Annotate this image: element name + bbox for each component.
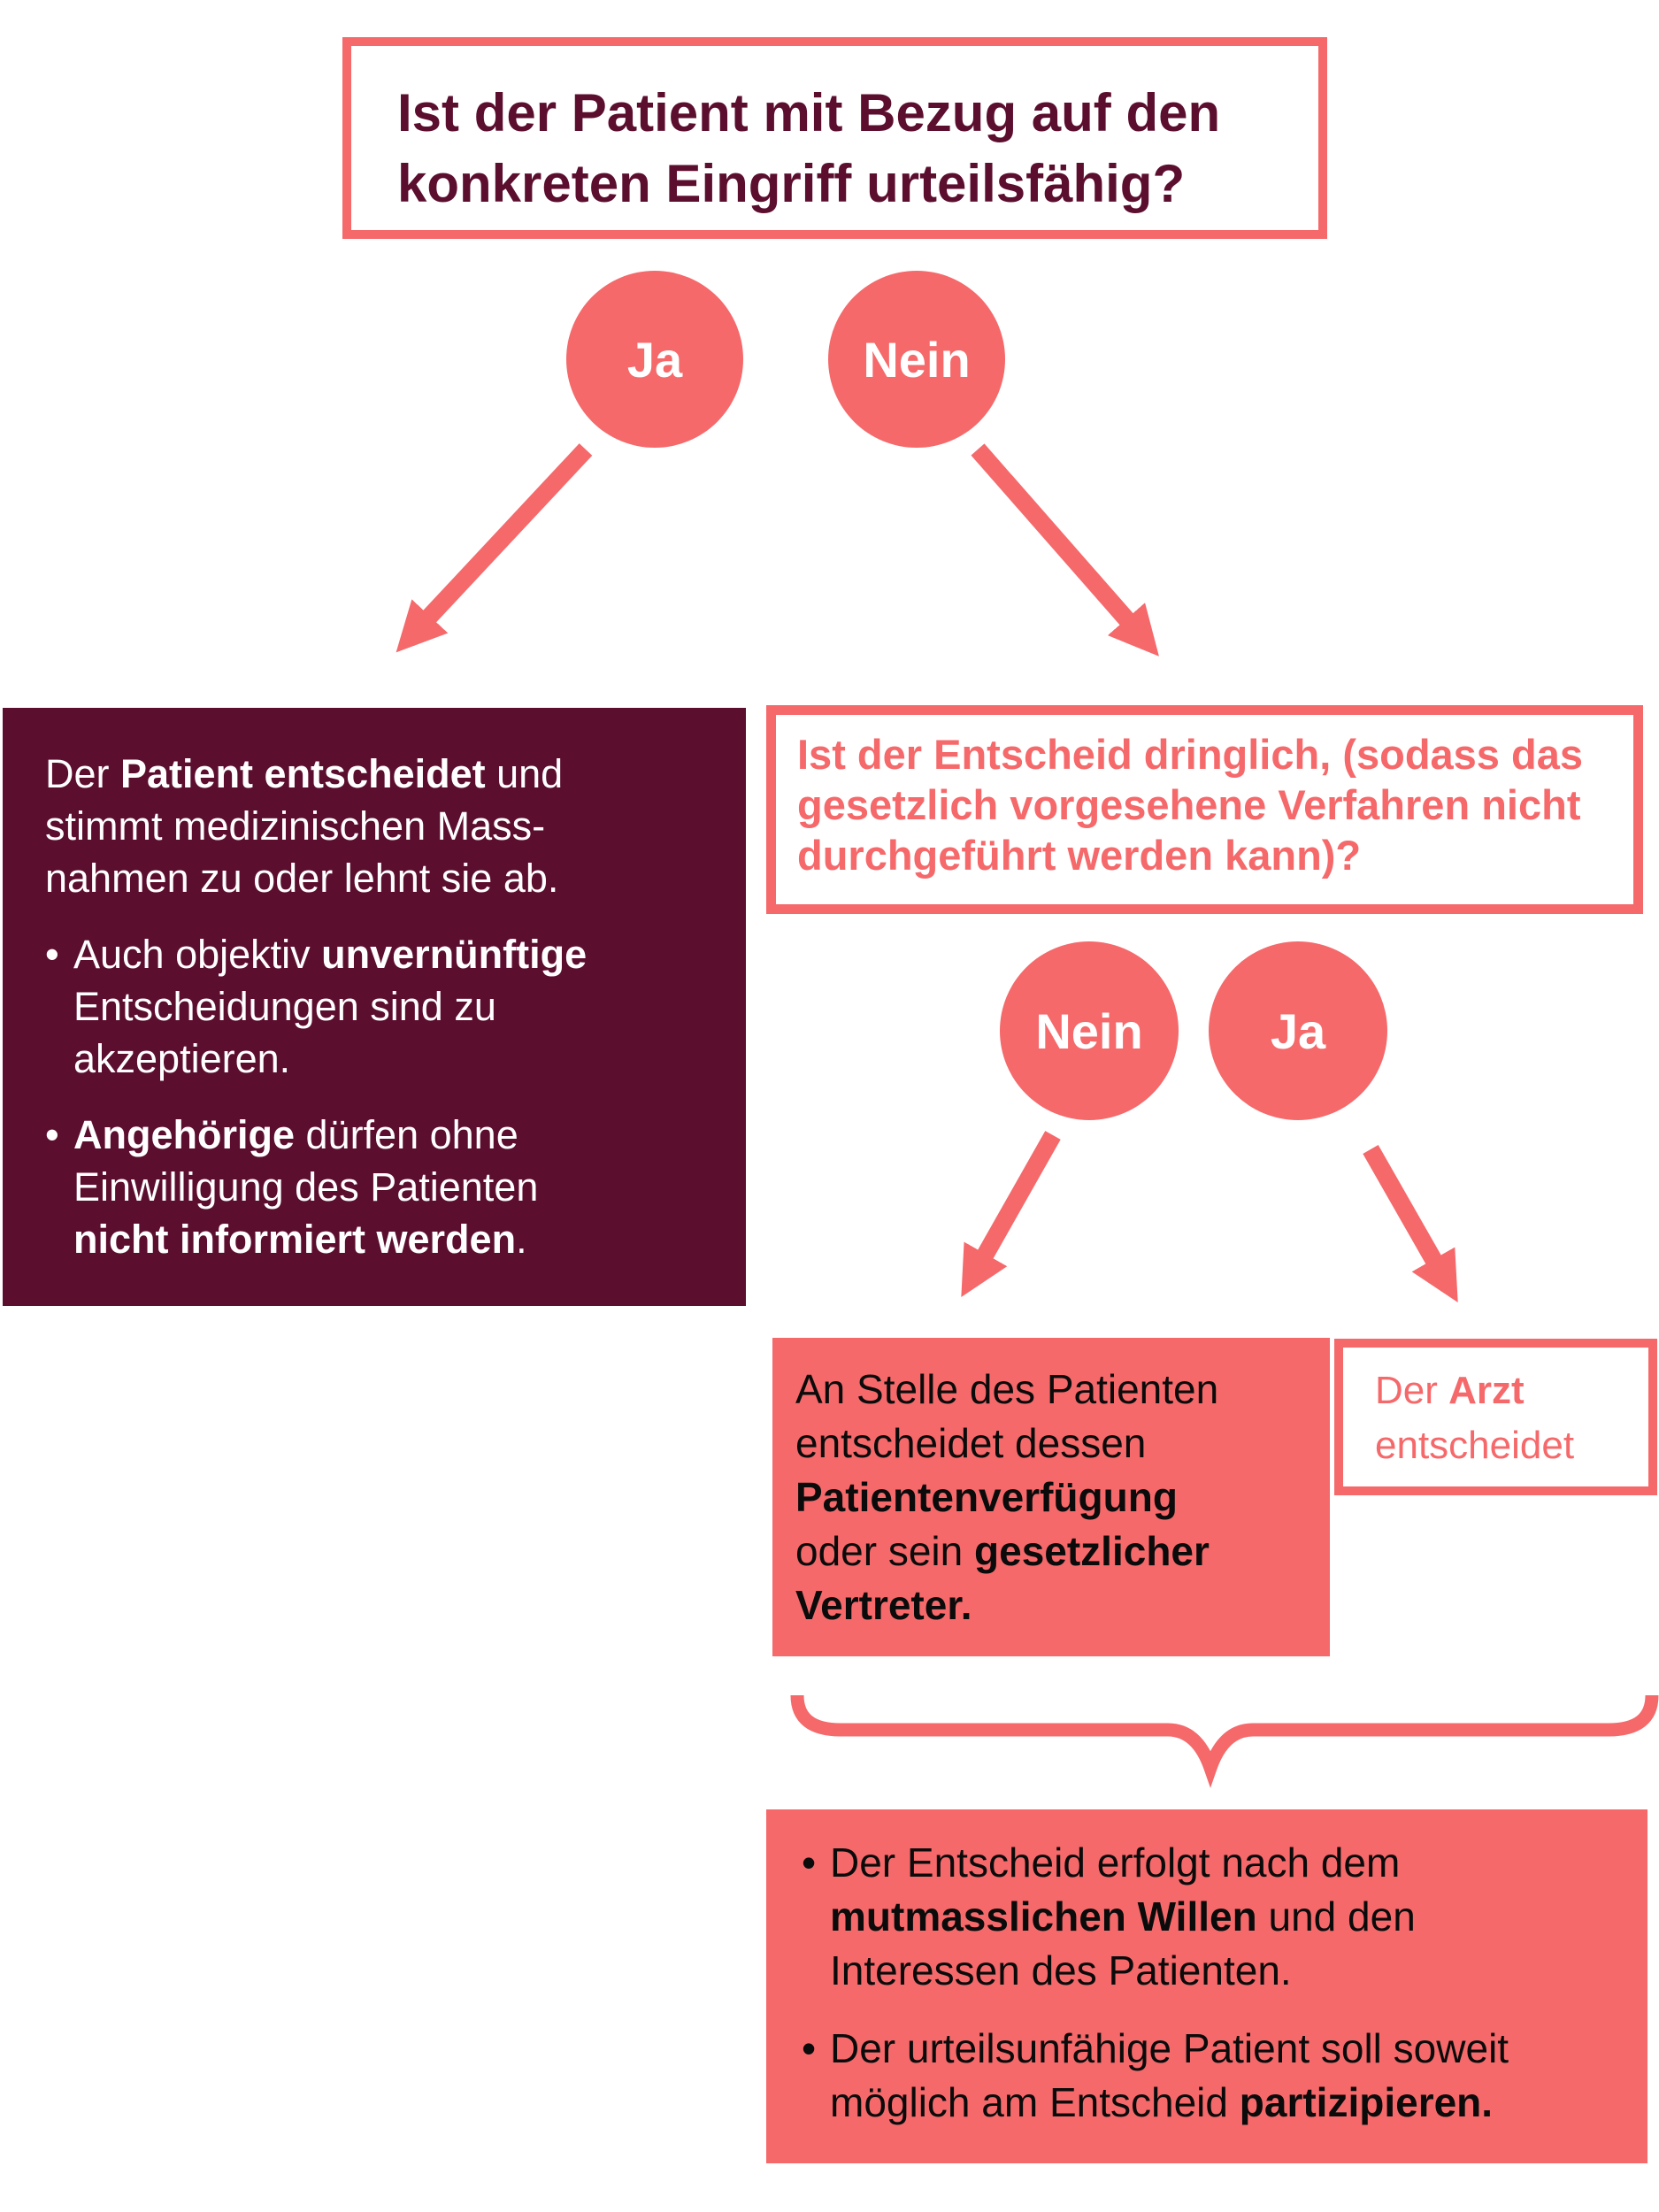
bullet-item xyxy=(802,2022,1639,2130)
text-line xyxy=(795,1363,1321,1417)
text-line xyxy=(73,1033,719,1085)
bullet-marker: • xyxy=(45,932,59,977)
principles-box xyxy=(766,1809,1647,2163)
patient-decides-box xyxy=(3,708,746,1306)
text-segment: Auch objektiv xyxy=(73,932,322,977)
paragraph-body xyxy=(73,1109,719,1265)
top-question-box xyxy=(342,37,1327,239)
text-line xyxy=(795,1417,1321,1471)
text-segment: Angehörige xyxy=(73,1112,296,1157)
text-line xyxy=(73,980,719,1033)
text-line xyxy=(1375,1363,1640,1418)
arrow-ja2-to-doctor-box xyxy=(1371,1149,1449,1287)
arrow-nein2-to-representative-box xyxy=(970,1135,1053,1282)
text-segment: und xyxy=(485,751,564,796)
text-line xyxy=(45,748,719,800)
text-segment: . xyxy=(516,1217,527,1262)
text-line xyxy=(830,1944,1639,1998)
level2-ja-label: Ja xyxy=(1270,1002,1326,1059)
text-segment: mutmasslichen Willen xyxy=(830,1893,1257,1939)
text-segment: Ist der Entscheid dringlich, (sodass das xyxy=(797,731,1583,778)
level1-ja-circle xyxy=(566,271,743,448)
paragraph-body xyxy=(45,748,719,904)
level1-nein-circle xyxy=(828,271,1005,448)
text-segment: Der urteilsunfähige Patient soll soweit xyxy=(830,2025,1509,2071)
text-line xyxy=(73,928,719,980)
paragraph-body xyxy=(73,928,719,1085)
text-segment: dürfen ohne xyxy=(295,1112,518,1157)
text-line xyxy=(397,78,1292,149)
text-segment: akzeptieren. xyxy=(73,1036,291,1081)
paragraph-body xyxy=(795,1363,1321,1632)
text-line xyxy=(1375,1418,1640,1473)
level2-nein-label: Nein xyxy=(1035,1002,1143,1059)
paragraph xyxy=(795,1363,1321,1632)
text-segment: durchgeführt werden kann)? xyxy=(797,832,1362,879)
paragraph xyxy=(45,748,719,904)
text-line xyxy=(830,2076,1639,2130)
text-line xyxy=(830,1836,1639,1890)
level1-ja-label: Ja xyxy=(626,331,683,388)
text-segment: partizipieren. xyxy=(1239,2079,1494,2125)
text-line xyxy=(73,1213,719,1265)
text-segment: Patient entscheidet xyxy=(120,751,486,796)
arrow-nein-to-urgency-box xyxy=(978,449,1148,643)
paragraph-body xyxy=(830,1836,1639,1998)
paragraph xyxy=(1375,1363,1640,1473)
bullet-item xyxy=(45,928,719,1085)
text-segment: konkreten Eingriff urteilsfähig? xyxy=(397,154,1186,213)
text-segment: nicht informiert werden xyxy=(73,1217,517,1262)
text-segment: gesetzlicher xyxy=(974,1528,1210,1574)
bullet-marker: • xyxy=(802,2025,817,2071)
level1-nein-label: Nein xyxy=(863,331,971,388)
text-segment: Patientenverfügung xyxy=(795,1474,1178,1520)
bullet-marker: • xyxy=(45,1112,59,1157)
text-segment: und den xyxy=(1256,1893,1416,1939)
text-segment: Vertreter. xyxy=(795,1582,972,1628)
text-line xyxy=(73,1161,719,1213)
text-segment: nahmen zu oder lehnt sie ab. xyxy=(45,856,559,901)
urgency-question-box xyxy=(766,705,1643,914)
text-segment: An Stelle des Patienten xyxy=(795,1366,1219,1412)
text-segment: Arzt xyxy=(1448,1369,1525,1412)
text-segment: unvernünftige xyxy=(321,932,588,977)
text-segment: gesetzlich vorgesehene Verfahren nicht xyxy=(797,781,1581,828)
text-line xyxy=(45,852,719,904)
text-segment: entscheidet xyxy=(1375,1424,1575,1467)
text-line xyxy=(795,1525,1321,1578)
level2-ja-circle xyxy=(1209,941,1387,1120)
text-line xyxy=(830,2022,1639,2076)
text-segment: Interessen des Patienten. xyxy=(830,1947,1292,1993)
text-segment: Der xyxy=(45,751,121,796)
text-line xyxy=(797,780,1624,830)
text-segment: entscheidet dessen xyxy=(795,1420,1147,1466)
text-line xyxy=(795,1471,1321,1525)
doctor-box xyxy=(1334,1339,1657,1495)
level2-nein-circle xyxy=(1000,941,1179,1120)
paragraph-body xyxy=(830,2022,1639,2130)
text-segment: Entscheidungen sind zu xyxy=(73,984,496,1029)
paragraph-body xyxy=(1375,1363,1640,1473)
text-segment: Der xyxy=(1375,1369,1449,1412)
text-line xyxy=(45,800,719,852)
text-segment: oder sein xyxy=(795,1528,975,1574)
text-segment: stimmt medizinischen Mass- xyxy=(45,803,546,849)
bullet-item xyxy=(802,1836,1639,1998)
text-segment: Der Entscheid erfolgt nach dem xyxy=(830,1839,1401,1886)
text-line xyxy=(795,1578,1321,1632)
bullet-marker: • xyxy=(802,1839,817,1886)
arrow-ja-to-patient-box xyxy=(408,449,586,640)
bullet-item xyxy=(45,1109,719,1265)
text-line xyxy=(73,1109,719,1161)
text-line xyxy=(830,1890,1639,1944)
text-line xyxy=(797,830,1624,880)
text-segment: Ist der Patient mit Bezug auf den xyxy=(397,83,1221,142)
text-line xyxy=(797,729,1624,780)
text-segment: Einwilligung des Patienten xyxy=(73,1164,539,1210)
text-line xyxy=(397,149,1292,219)
text-segment: möglich am Entscheid xyxy=(830,2079,1240,2125)
representative-box xyxy=(772,1338,1330,1656)
curly-brace xyxy=(797,1695,1652,1768)
